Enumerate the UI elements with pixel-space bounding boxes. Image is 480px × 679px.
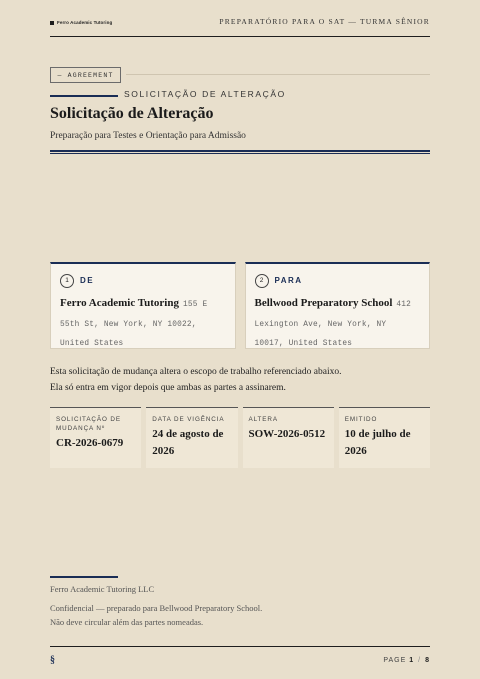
brand	[50, 20, 112, 25]
eyebrow-label: SOLICITAÇÃO DE ALTERAÇÃO	[124, 89, 286, 99]
eyebrow-row	[50, 89, 430, 101]
running-header	[50, 16, 430, 37]
meta-label: SOLICITAÇÃO DE MUDANÇA Nº	[56, 416, 121, 432]
party-to-name: Bellwood Preparatory School	[254, 297, 393, 309]
page-total: 8	[425, 657, 430, 664]
page-subtitle: Preparação para Testes e Orientação para Admissão	[50, 131, 246, 141]
footer-company: Ferro Academic Tutoring LLC	[50, 584, 155, 594]
party-number-badge: 1	[60, 274, 74, 288]
meta-change-request	[50, 407, 141, 468]
page-current: 1	[409, 657, 415, 664]
header-program: PREPARATÓRIO PARA O SAT — TURMA SÊNIOR	[219, 17, 430, 26]
meta-value: 10 de julho de 2026	[344, 428, 411, 457]
meta-issued	[339, 407, 430, 468]
brand-square-icon	[50, 21, 54, 25]
doc-type-tag: — AGREEMENT	[50, 67, 121, 83]
title-double-rule	[50, 150, 430, 154]
party-from-name: Ferro Academic Tutoring	[60, 297, 179, 309]
meta-value: 24 de agosto de 2026	[152, 428, 224, 457]
meta-label: EMITIDO	[344, 416, 378, 423]
meta-value: SOW-2026-0512	[248, 428, 326, 440]
page-indicator: PAGE 1 / 8	[383, 657, 430, 664]
eyebrow-rule	[50, 95, 118, 97]
intro-paragraph: Esta solicitação de mudança altera o escopo de trabalho referenciado abaixo. Ela só entra em vigor depois que ambas as partes a assinarem.	[50, 367, 342, 393]
section-mark-icon: §	[50, 655, 55, 666]
meta-label: ALTERA	[248, 416, 278, 423]
party-from-label: DE	[80, 276, 95, 285]
meta-value: CR-2026-0679	[56, 437, 124, 449]
page-footer	[50, 646, 430, 666]
footer-confidential: Confidencial — preparado para Bellwood Preparatory School. Não deve circular além das partes nomeadas.	[50, 603, 263, 627]
meta-amends	[243, 407, 334, 468]
party-to-card	[245, 262, 431, 349]
meta-grid	[50, 407, 430, 468]
party-to-label: PARA	[274, 276, 303, 285]
tag-divider	[126, 74, 430, 75]
party-from-card	[50, 262, 236, 349]
meta-effective-date	[146, 407, 237, 468]
page-title: Solicitação de Alteração	[50, 105, 214, 122]
doc-type-row	[50, 67, 430, 83]
brand-name: Ferro Academic Tutoring	[57, 20, 113, 25]
party-from-address: 155 E 55th St, New York, NY 10022, United States	[60, 301, 208, 348]
page-label: PAGE	[383, 657, 407, 664]
footer-rule	[50, 576, 118, 578]
document-page	[50, 0, 430, 679]
party-number-badge: 2	[255, 274, 269, 288]
parties	[50, 262, 430, 349]
party-to-address: 412 Lexington Ave, New York, NY 10017, United States	[254, 301, 412, 348]
meta-label: DATA DE VIGÊNCIA	[152, 416, 225, 423]
